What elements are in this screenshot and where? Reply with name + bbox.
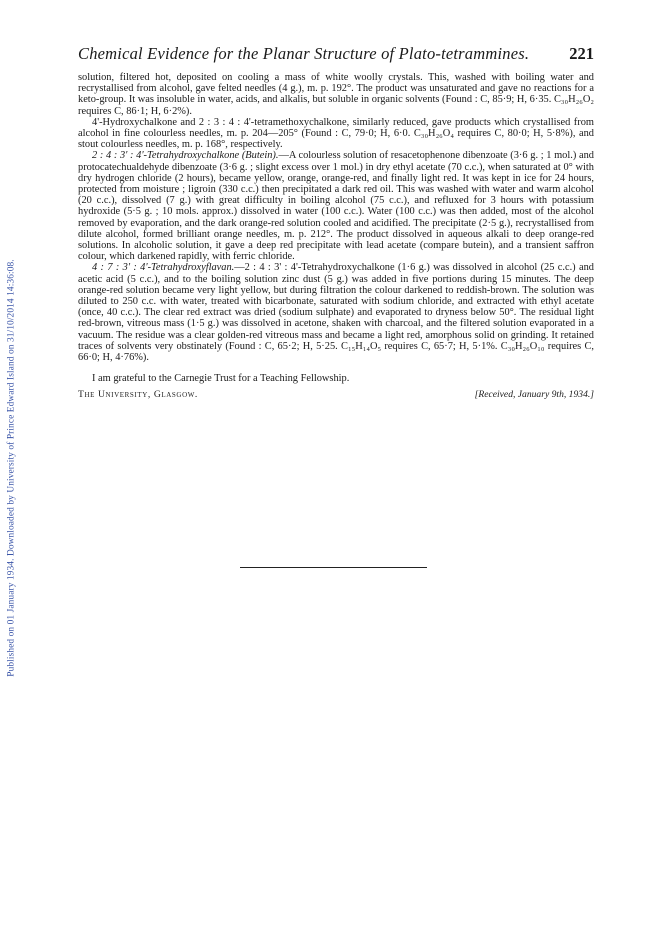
acknowledgement: I am grateful to the Carnegie Trust for a Teaching Fellowship. xyxy=(92,373,350,385)
affiliation: The University, Glasgow. xyxy=(78,389,198,401)
running-title: Chemical Evidence for the Planar Structure of Plato-tetrammines. xyxy=(78,44,530,63)
end-rule xyxy=(240,567,427,568)
paragraph-product-description: solution, filtered hot, deposited on cooling a mass of white woolly crystals. This, washed with boiling water and recrystallised from alcohol, gave felted needles (4 g.), m. p. 192°. The product was unsaturated and gave no reactions for a keto-group. It was insoluble in water, acids, and alkalis, but soluble in organic solvents (Found : C, 85·9; H, 6·35. C₃₀H₂₆O₂ requires C, 86·1; H, 6·2%). xyxy=(78,72,594,117)
paragraph-flavan-text: —2 : 4 : 3' : 4'-Tetrahydroxychalkone (1·6 g.) was dissolved in alcohol (25 c.c.) and acetic acid (5 c.c.), and to the boiling solution zinc dust (5 g.) was added in five portions during 15 minutes. The deep orange-red solution became very light yellow, but during filtration the colour darkened to reddish-brown. The solution was diluted to 250 c.c. with water, treated with bicarbonate, saturated with sodium chloride, and extracted with ethyl acetate (once, 40 c.c.). The clear red extract was dried (sodium sulphate) and evaporated to dryness below 50°. The residual light red-brown, vitreous mass (1·5 g.) was dissolved in acetone, shaken with charcoal, and the filtered solution evaporated in a vacuum. The residue was a clear golden-red vitreous mass and became a light red, amorphous solid on grinding. It retained traces of solvents very obstinately (Found : C, 65·2; H, 5·25. C₁₅H₁₄O₅ requires C, 65·7; H, 5·1%. C₃₀H₂₆O₁₀ requires C, 66·0; H, 4·76%). xyxy=(78,262,594,364)
paragraph-butein xyxy=(78,150,594,262)
article-page xyxy=(78,44,594,401)
paragraph-flavan xyxy=(78,262,594,363)
provenance-stamp-text: Published on 01 January 1934. Downloaded by University of Prince Edward Island on 31/10/2014 14:36:08. xyxy=(7,259,18,677)
section-heading-butein: 2 : 4 : 3' : 4'-Tetrahydroxychalkone xyxy=(92,150,240,162)
paragraph-butein-text: —A colourless solution of resacetophenone dibenzoate (3·6 g. ; 1 mol.) and protocatechualdehyde dibenzoate (3·6 g. ; slight excess over 1 mol.) in dry ethyl acetate (70 c.c.), when saturated at 0° with dry hydrogen chloride (2 hours), became yellow, orange, orange-red, and finally light red. It was kept in ice for 24 hours, protected from moisture ; ligroin (330 c.c.) then precipitated a dark red oil. This was washed with water and warm alcohol (20 c.c.), dissolved (7 g.) with great difficulty in boiling alcohol (75 c.c.), and refluxed for 3 hours with potassium hydroxide (5·5 g. ; 10 mols. approx.) dissolved in water (100 c.c.). Water (100 c.c.) was then added, most of the alcohol removed by evaporation, and the dark orange-red solution cooled and acidified. The precipitate (2·5 g.), recrystallised from dilute alcohol, formed brilliant orange needles, m. p. 212°. The product dissolved in aqueous alkali to deep orange-red solutions. In alcoholic solution, it gave a deep red precipitate with lead acetate (compare butein), and a transient saffron colour, which darkened rapidly, with ferric chloride. xyxy=(78,150,594,263)
paragraph-hydroxychalkone: 4'-Hydroxychalkone and 2 : 3 : 4 : 4'-tetramethoxychalkone, similarly reduced, gave products which crystallised from alcohol in fine colourless needles, m. p. 204—205° (Found : C, 79·0; H, 6·0. C₃₀H₂₆O₄ requires C, 80·0; H, 5·8%), and stout colourless needles, m. p. 168°, respectively. xyxy=(78,116,594,151)
section-heading-flavan: 4 : 7 : 3' : 4'-Tetrahydroxyflavan. xyxy=(92,262,235,274)
article-body xyxy=(78,72,594,401)
section-heading-butein-paren: (Butein). xyxy=(241,150,279,162)
received-date: [Received, January 9th, 1934.] xyxy=(474,389,594,401)
running-head xyxy=(78,44,594,68)
page-number: 221 xyxy=(569,44,594,63)
provenance-stamp xyxy=(4,0,20,936)
article-footer xyxy=(78,389,594,400)
